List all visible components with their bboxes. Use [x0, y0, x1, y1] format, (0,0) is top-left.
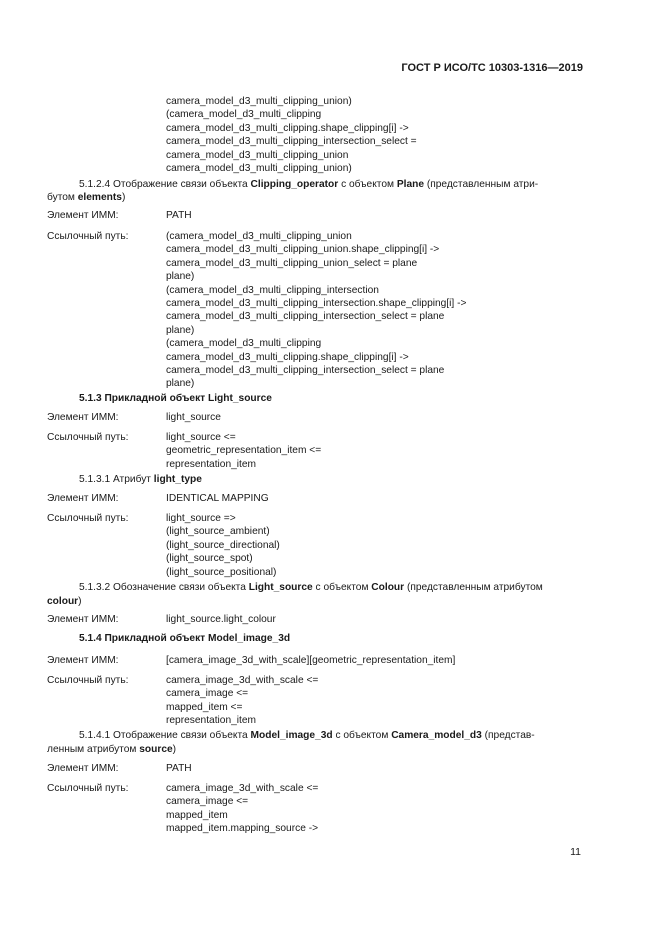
code-line: camera_model_d3_multi_clipping_intersection_select = plane	[166, 311, 445, 323]
code-line: camera_image <=	[166, 796, 249, 808]
code-line: plane)	[166, 271, 195, 283]
reference-path-label: Ссылочный путь:	[47, 675, 129, 686]
code-line: mapped_item	[166, 809, 228, 821]
code-line: camera_image_3d_with_scale <=	[166, 675, 319, 686]
code-line: camera_image <=	[166, 688, 249, 700]
code-line: camera_model_d3_multi_clipping_union.shape_clipping[i] ->	[166, 244, 440, 256]
code-line: camera_model_d3_multi_clipping_intersection.shape_clipping[i] ->	[166, 298, 467, 310]
code-line: (light_source_directional)	[166, 539, 280, 551]
clause-5-1-3-2-title: 5.1.3.2 Обозначение связи объекта Light_source с объектом Colour (представленным атрибутом	[79, 582, 543, 593]
clause-5-1-4-1-title: 5.1.4.1 Отображение связи объекта Model_image_3d с объектом Camera_model_d3 (представ-	[79, 730, 535, 741]
reference-path-lines	[166, 230, 466, 391]
code-line: camera_model_d3_multi_clipping_union	[166, 149, 349, 161]
imm-element-value: light_source	[166, 412, 221, 423]
imm-element-label: Элемент ИММ:	[47, 763, 119, 774]
imm-element-label: Элемент ИММ:	[47, 493, 119, 504]
imm-element-value: PATH	[166, 210, 192, 221]
imm-element-label: Элемент ИММ:	[47, 614, 119, 625]
reference-path-label: Ссылочный путь:	[47, 513, 129, 524]
code-line: camera_image_3d_with_scale <=	[166, 783, 319, 794]
code-line: (camera_model_d3_multi_clipping_union	[166, 231, 352, 242]
code-line: camera_model_d3_multi_clipping_union)	[166, 96, 352, 107]
reference-path-lines	[166, 512, 280, 579]
imm-element-value: light_source.light_colour	[166, 614, 276, 625]
code-line: plane)	[166, 378, 195, 390]
code-line: camera_model_d3_multi_clipping.shape_clipping[i] ->	[166, 351, 409, 363]
code-line: plane)	[166, 324, 195, 336]
section-5-1-3-heading: 5.1.3 Прикладной объект Light_source	[79, 393, 272, 404]
code-line: (light_source_ambient)	[166, 526, 270, 538]
code-line: representation_item	[166, 715, 257, 727]
clause-5-1-4-1-title-cont: ленным атрибутом source)	[47, 744, 177, 755]
reference-path-lines	[166, 431, 321, 471]
code-line: (light_source_spot)	[166, 553, 253, 565]
imm-element-label: Элемент ИММ:	[47, 412, 119, 423]
code-line: geometric_representation_item <=	[166, 445, 322, 457]
clause-5-1-3-1-title: 5.1.3.1 Атрибут light_type	[79, 474, 202, 485]
code-line: (camera_model_d3_multi_clipping	[166, 338, 322, 350]
reference-path-lines	[166, 674, 318, 728]
page-number: 11	[570, 846, 581, 858]
imm-element-label: Элемент ИММ:	[47, 655, 119, 666]
reference-path-continuation	[166, 95, 417, 175]
imm-element-value: [camera_image_3d_with_scale][geometric_representation_item]	[166, 655, 456, 666]
code-line: camera_model_d3_multi_clipping_union_select = plane	[166, 257, 418, 269]
clause-5-1-3-2-title-cont: colour)	[47, 596, 82, 607]
code-line: light_source =>	[166, 513, 236, 524]
code-line: camera_model_d3_multi_clipping_intersection_select =	[166, 136, 417, 148]
code-line: light_source <=	[166, 432, 236, 443]
section-5-1-4-heading: 5.1.4 Прикладной объект Model_image_3d	[79, 633, 291, 644]
imm-element-value: IDENTICAL MAPPING	[166, 493, 269, 504]
code-line: (light_source_positional)	[166, 566, 277, 578]
code-line: (camera_model_d3_multi_clipping_intersection	[166, 284, 379, 296]
reference-path-label: Ссылочный путь:	[47, 783, 129, 794]
clause-5-1-2-4-title-cont: бутом elements)	[47, 192, 126, 203]
document-standard-header: ГОСТ Р ИСО/ТС 10303-1316—2019	[401, 62, 583, 74]
reference-path-lines	[166, 782, 318, 836]
code-line: camera_model_d3_multi_clipping.shape_clipping[i] ->	[166, 122, 409, 134]
imm-element-value: PATH	[166, 763, 192, 774]
code-line: representation_item	[166, 458, 257, 470]
clause-5-1-2-4-title: 5.1.2.4 Отображение связи объекта Clipping_operator с объектом Plane (представленным атри-	[79, 179, 539, 190]
reference-path-label: Ссылочный путь:	[47, 432, 129, 443]
code-line: mapped_item.mapping_source ->	[166, 823, 319, 835]
imm-element-label: Элемент ИММ:	[47, 210, 119, 221]
code-line: camera_model_d3_multi_clipping_union)	[166, 163, 352, 175]
reference-path-label: Ссылочный путь:	[47, 231, 129, 242]
code-line: (camera_model_d3_multi_clipping	[166, 109, 322, 121]
code-line: mapped_item <=	[166, 701, 243, 713]
code-line: camera_model_d3_multi_clipping_intersection_select = plane	[166, 365, 445, 377]
